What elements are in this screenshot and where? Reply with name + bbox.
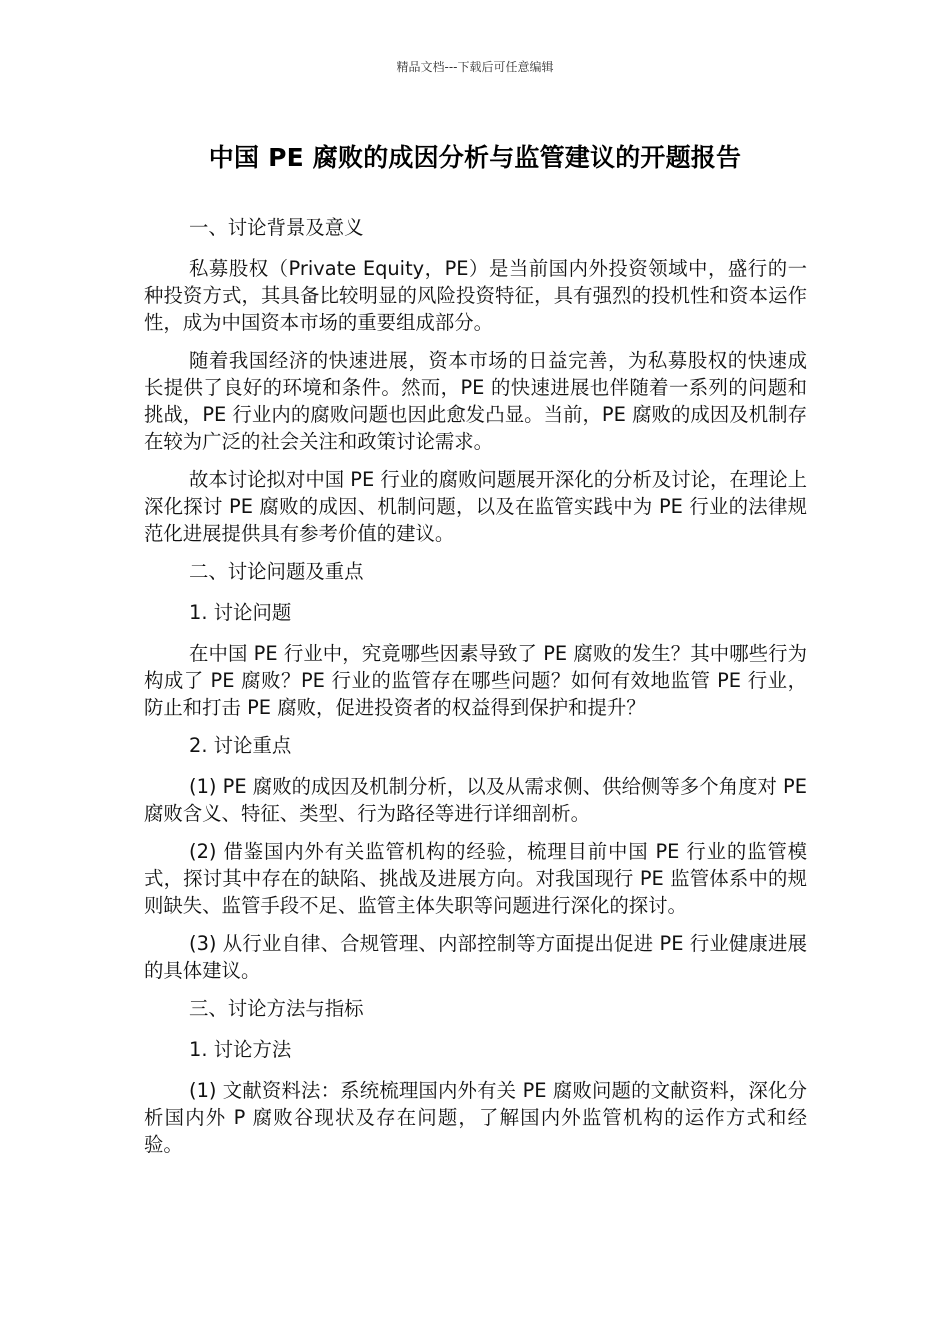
subsection-heading: 1. 讨论问题 bbox=[189, 601, 292, 624]
document-body bbox=[144, 214, 807, 1169]
paragraph: 私募股权（Private Equity，PE）是当前国内外投资领域中，盛行的一种投资方式，其具备比较明显的风险投资特征，具有强烈的投机性和资本运作性，成为中国资本市场的重要组成部分。 bbox=[144, 257, 807, 334]
paragraph: (2) 借鉴国内外有关监管机构的经验，梳理目前中国 PE 行业的监管模式，探讨其中存在的缺陷、挑战及进展方向。对我国现行 PE 监管体系中的规则缺失、监管手段不足、监管主体失职等问题进行深化的探讨。 bbox=[144, 840, 807, 917]
section-heading: 三、讨论方法与指标 bbox=[189, 997, 364, 1020]
page-header: 精品文档---下载后可任意编辑 bbox=[396, 60, 554, 74]
paragraph: 故本讨论拟对中国 PE 行业的腐败问题展开深化的分析及讨论，在理论上深化探讨 PE 腐败的成因、机制问题，以及在监管实践中为 PE 行业的法律规范化进展提供具有参考价值的建议。 bbox=[144, 468, 807, 545]
document-title: 中国 PE 腐败的成因分析与监管建议的开题报告 bbox=[208, 143, 742, 172]
section-heading: 二、讨论问题及重点 bbox=[189, 560, 364, 583]
paragraph: 在中国 PE 行业中，究竟哪些因素导致了 PE 腐败的发生？其中哪些行为构成了 PE 腐败？PE 行业的监管存在哪些问题？如何有效地监管 PE 行业，防止和打击 PE 腐败，促进投资者的权益得到保护和提升？ bbox=[144, 642, 807, 719]
paragraph: 随着我国经济的快速进展，资本市场的日益完善，为私募股权的快速成长提供了良好的环境和条件。然而，PE 的快速进展也伴随着一系列的问题和挑战，PE 行业内的腐败问题也因此愈发凸显。当前，PE 腐败的成因及机制存在较为广泛的社会关注和政策讨论需求。 bbox=[144, 349, 807, 453]
subsection-heading: 1. 讨论方法 bbox=[189, 1038, 292, 1061]
subsection-heading: 2. 讨论重点 bbox=[189, 734, 292, 757]
paragraph: (1) PE 腐败的成因及机制分析，以及从需求侧、供给侧等多个角度对 PE 腐败含义、特征、类型、行为路径等进行详细剖析。 bbox=[144, 775, 807, 825]
section-heading: 一、讨论背景及意义 bbox=[189, 216, 364, 239]
paragraph: (3) 从行业自律、合规管理、内部控制等方面提出促进 PE 行业健康进展的具体建议。 bbox=[144, 932, 807, 982]
paragraph: (1) 文献资料法：系统梳理国内外有关 PE 腐败问题的文献资料，深化分析国内外 P 腐败谷现状及存在问题，了解国内外监管机构的运作方式和经验。 bbox=[144, 1079, 807, 1156]
